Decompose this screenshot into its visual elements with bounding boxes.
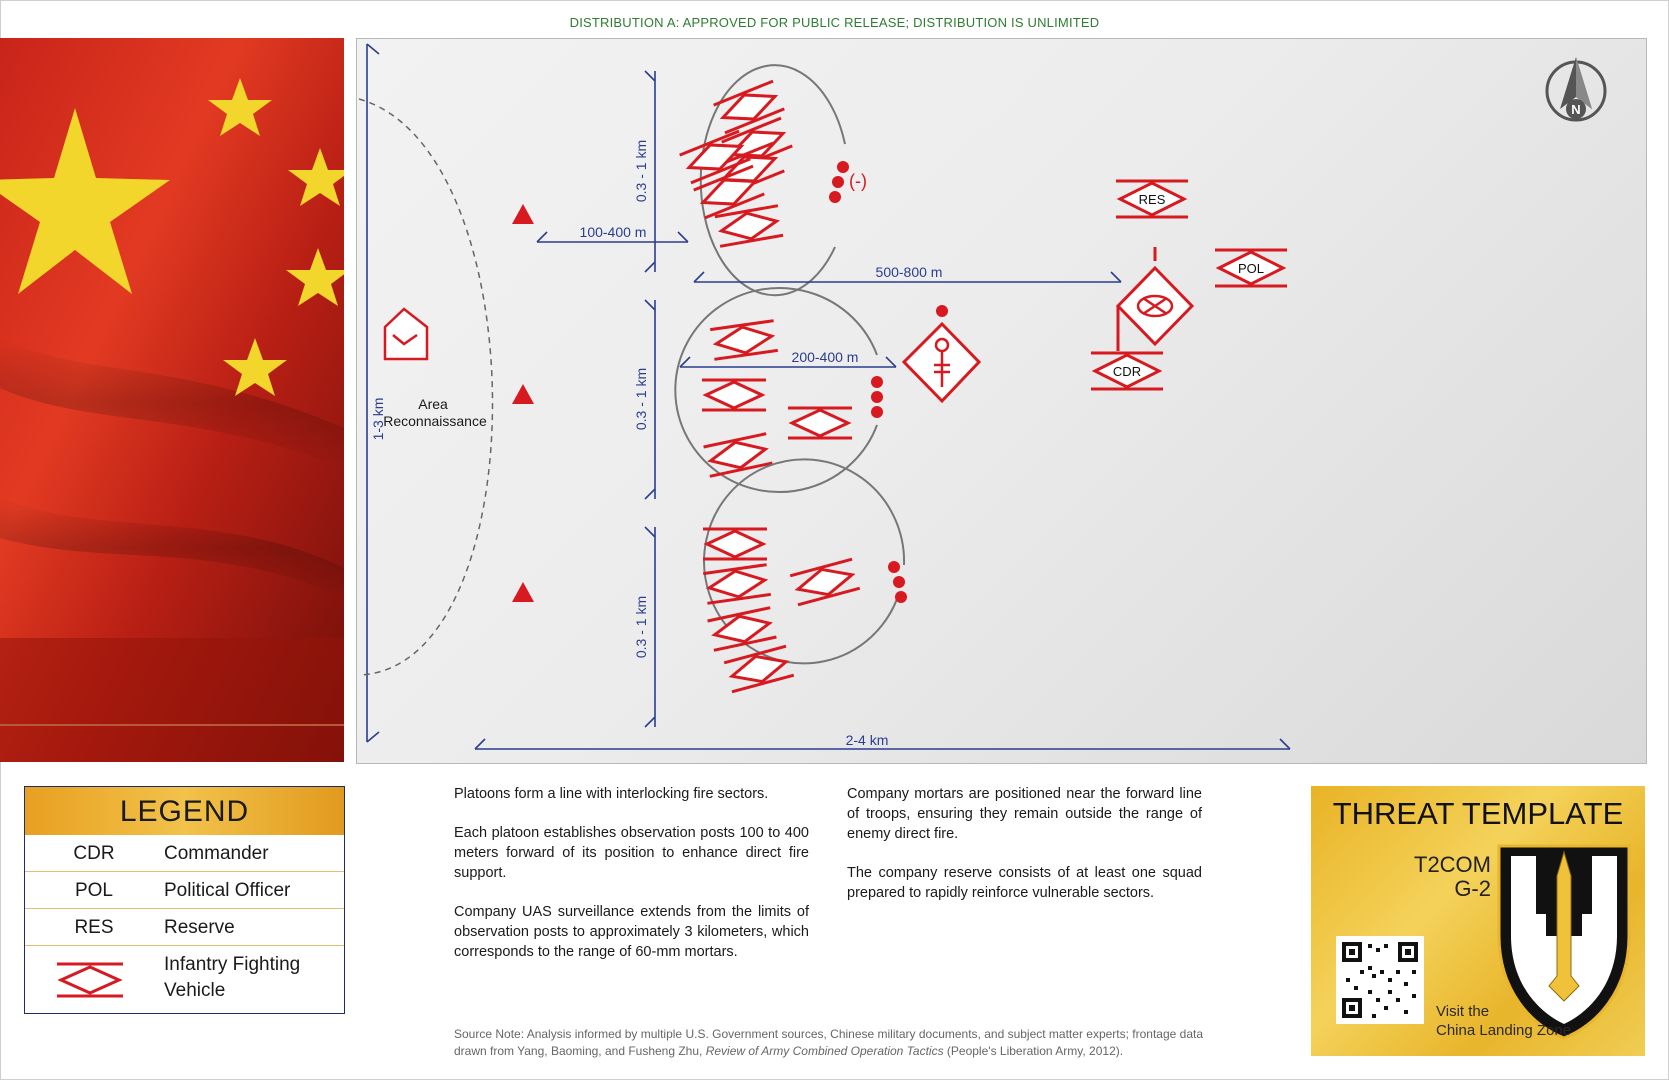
- legend-row: [25, 909, 344, 946]
- front-dimension: [367, 44, 379, 742]
- ifv-symbol-icon: [702, 375, 766, 415]
- legend-desc: Political Officer: [164, 880, 291, 901]
- source-tail: (People's Liberation Army, 2012).: [943, 1044, 1124, 1058]
- ifv-symbol-icon: [55, 960, 125, 1000]
- distribution-statement: DISTRIBUTION A: APPROVED FOR PUBLIC RELEASE; DISTRIBUTION IS UNLIMITED: [569, 15, 1100, 30]
- visit-line: Visit the: [1436, 1003, 1490, 1020]
- source-note: [454, 1026, 1209, 1060]
- defense-diagram: [356, 38, 1647, 764]
- visit-link[interactable]: [1436, 1002, 1571, 1040]
- mortar-dot: [829, 191, 841, 203]
- legend: [24, 786, 345, 1014]
- qr-code-icon: [1336, 936, 1424, 1024]
- legend-desc-line: Infantry Fighting: [164, 954, 301, 975]
- legend-row: [25, 835, 344, 872]
- mortar-distance-label: 200-400 m: [791, 349, 859, 365]
- observation-post-icon: [512, 582, 534, 602]
- mortar-dot: [837, 161, 849, 173]
- mortar-dot: [893, 576, 905, 588]
- title-overlay: [0, 638, 344, 762]
- ifv-symbol-icon: [712, 76, 786, 137]
- mortar-dot: [871, 406, 883, 418]
- legend-code: RES: [74, 917, 114, 938]
- company-hq-symbol: [1118, 247, 1192, 351]
- ifv-symbol-icon: [789, 554, 861, 609]
- legend-header: [25, 787, 344, 835]
- mortar-dot: [832, 176, 844, 188]
- note-paragraph: Each platoon establishes observation posts 100 to 400 meters forward of its position to enhance direct fire support.: [454, 825, 809, 881]
- observation-post-icon: [512, 204, 534, 224]
- title-divider: [0, 724, 344, 726]
- note-paragraph: The company reserve consists of at least one squad prepared to rapidly reinforce vulnerable sectors.: [847, 865, 1202, 901]
- notes-column-2: [847, 784, 1202, 922]
- flag-banner: [0, 38, 344, 762]
- platoon-3: [703, 459, 907, 696]
- front-dimension-label: 1-3 km: [370, 397, 386, 441]
- platoon-2: [675, 288, 883, 492]
- note-paragraph: Company UAS surveillance extends from the limits of observation posts to approximately 3 kilometers, which corresponds to the range of 60-mm mortars.: [454, 904, 809, 960]
- width-dimension-label: 2-4 km: [845, 732, 889, 748]
- depth-dimension-label: 0.3 - 1 km: [633, 595, 649, 659]
- note-paragraph: Platoons form a line with interlocking fire sectors.: [454, 786, 769, 802]
- op-distance-label: 100-400 m: [579, 224, 647, 240]
- reserve-symbol: [1116, 181, 1188, 217]
- north-arrow-icon: [1547, 57, 1605, 120]
- svg-text:RES: RES: [1138, 192, 1166, 207]
- org-line: T2COM: [1414, 852, 1491, 877]
- commander-symbol: [1091, 353, 1163, 389]
- mortar-distance-dimension: [680, 357, 896, 367]
- mortar-dot: [895, 591, 907, 603]
- svg-text:CDR: CDR: [1112, 364, 1142, 379]
- depth-dimension-label: 0.3 - 1 km: [633, 367, 649, 431]
- source-title: Review of Army Combined Operation Tactics: [705, 1044, 944, 1058]
- mortar-dot: [888, 561, 900, 573]
- minus-label: (-): [849, 171, 867, 191]
- notes-column-1: [454, 784, 809, 981]
- mortar-dot: [871, 391, 883, 403]
- recon-boundary-arc: [359, 99, 493, 675]
- legend-desc: Reserve: [164, 917, 235, 938]
- ifv-symbol-icon: [703, 429, 774, 481]
- legend-code: POL: [74, 880, 114, 901]
- org-line: G-2: [1454, 876, 1491, 901]
- area-recon-label: Area Reconnaissance: [383, 396, 487, 429]
- legend-title: LEGEND: [119, 795, 250, 828]
- svg-text:POL: POL: [1237, 261, 1265, 276]
- legend-desc: [164, 952, 300, 1004]
- platoon-1: [678, 65, 867, 295]
- mortar-section-symbol: [904, 305, 979, 401]
- ifv-symbol-icon: [710, 316, 779, 365]
- legend-row: [25, 946, 344, 1012]
- ifv-symbol-icon: [723, 641, 795, 696]
- threat-template-panel: [1311, 786, 1645, 1056]
- ifv-symbol-icon: [714, 201, 784, 252]
- svg-text:N: N: [1571, 102, 1581, 117]
- depth-dimension-label: 0.3 - 1 km: [633, 139, 649, 203]
- observation-post-icon: [512, 384, 534, 404]
- political-officer-symbol: [1215, 250, 1287, 286]
- note-paragraph: Company mortars are positioned near the forward line of troops, ensuring they remain outside the range of enemy direct fire.: [847, 786, 1202, 842]
- reserve-distance-label: 500-800 m: [875, 264, 943, 280]
- mortar-dot: [871, 376, 883, 388]
- visit-line: China Landing Zone: [1436, 1022, 1572, 1039]
- threat-template-title: THREAT TEMPLATE: [1332, 796, 1624, 831]
- ifv-symbol-icon: [788, 403, 852, 443]
- legend-code: CDR: [73, 843, 115, 864]
- legend-row: [25, 872, 344, 909]
- area-recon-symbol: [385, 309, 427, 359]
- source-text: Source Note: Analysis informed by multiple U.S. Government sources, Chinese military documents, and subject matter experts; frontage data drawn from Yang, Baoming, and Fusheng Zhu,: [454, 1027, 1204, 1058]
- legend-desc: Commander: [164, 843, 269, 864]
- ifv-symbol-icon: [703, 524, 767, 564]
- legend-desc-line: Vehicle: [164, 980, 226, 1001]
- platoon-boundary: [675, 288, 877, 492]
